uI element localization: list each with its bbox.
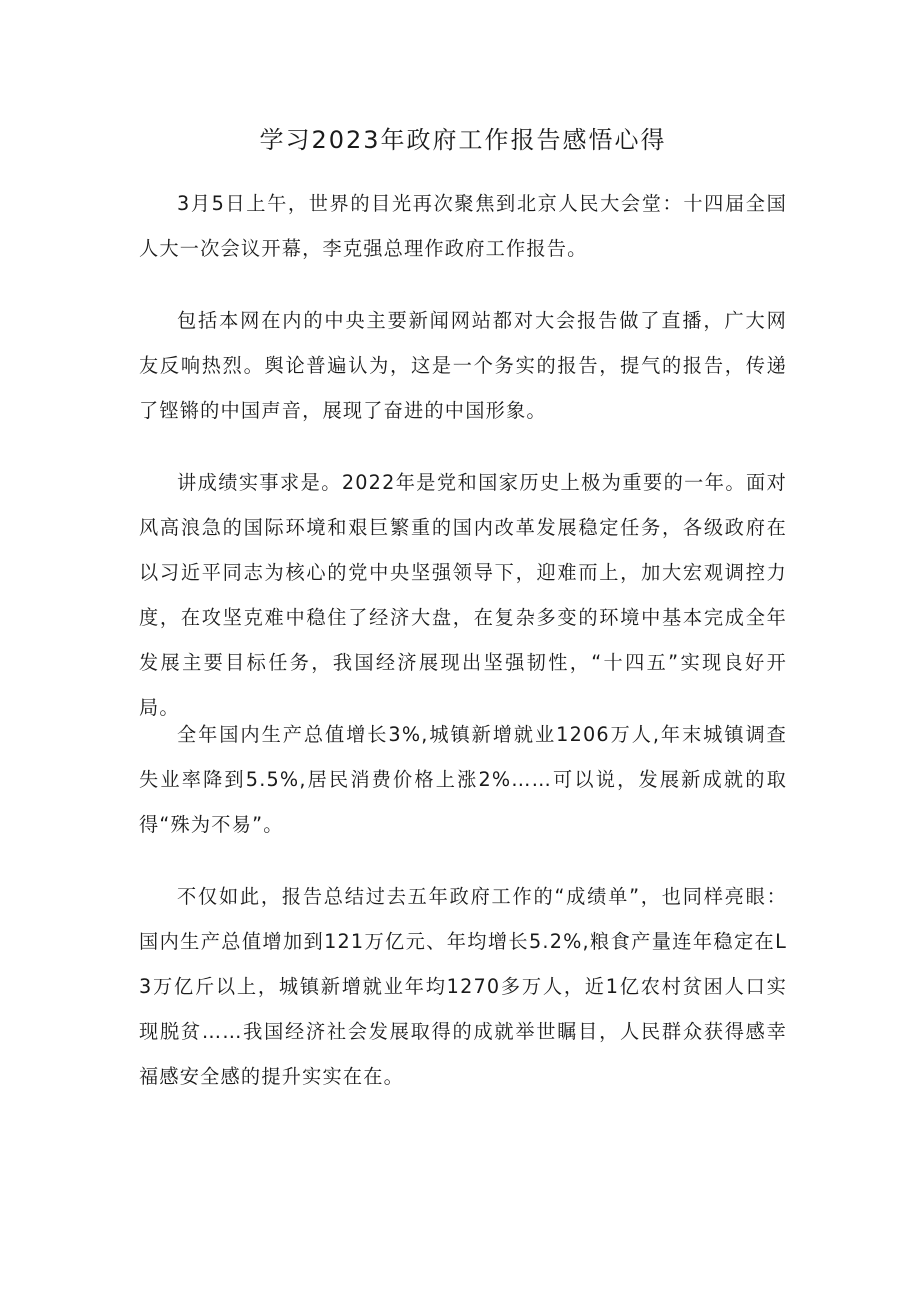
paragraph-five-year-review: 不仅如此，报告总结过去五年政府工作的“成绩单”，也同样亮眼：国内生产总值增加到121万亿元、年均增长5.2%,粮食产量连年稳定在L3万亿斤以上，城镇新增就业年均1270多万人，近1亿农村贫困人口实现脱贫……我国经济社会发展取得的成就举世瞩目，人民群众获得感幸福感安全感的提升实实在在。 <box>139 885 787 1088</box>
paragraph-economic-figures: 全年国内生产总值增长3%,城镇新增就业1206万人,年末城镇调查失业率降到5.5%,居民消费价格上涨2%……可以说，发展新成就的取得“殊为不易”。 <box>139 723 787 836</box>
paragraph-achievements-2022: 讲成绩实事求是。2022年是党和国家历史上极为重要的一年。面对风高浪急的国际环境和艰巨繁重的国内改革发展稳定任务，各级政府在以习近平同志为核心的党中央坚强领导下，迎难而上，加大宏观调控力度，在攻坚克难中稳住了经济大盘，在复杂多变的环境中基本完成全年发展主要目标任务，我国经济展现出坚强韧性，“十四五”实现良好开局。 <box>139 471 787 719</box>
paragraph-public-response: 包括本网在内的中央主要新闻网站都对大会报告做了直播，广大网友反响热烈。舆论普遍认为，这是一个务实的报告，提气的报告，传递了铿锵的中国声音，展现了奋进的中国形象。 <box>139 309 787 422</box>
paragraph-opening: 3月5日上午，世界的目光再次聚焦到北京人民大会堂：十四届全国人大一次会议开幕，李克强总理作政府工作报告。 <box>139 192 787 260</box>
document-title: 学习2023年政府工作报告感悟心得 <box>259 126 667 154</box>
